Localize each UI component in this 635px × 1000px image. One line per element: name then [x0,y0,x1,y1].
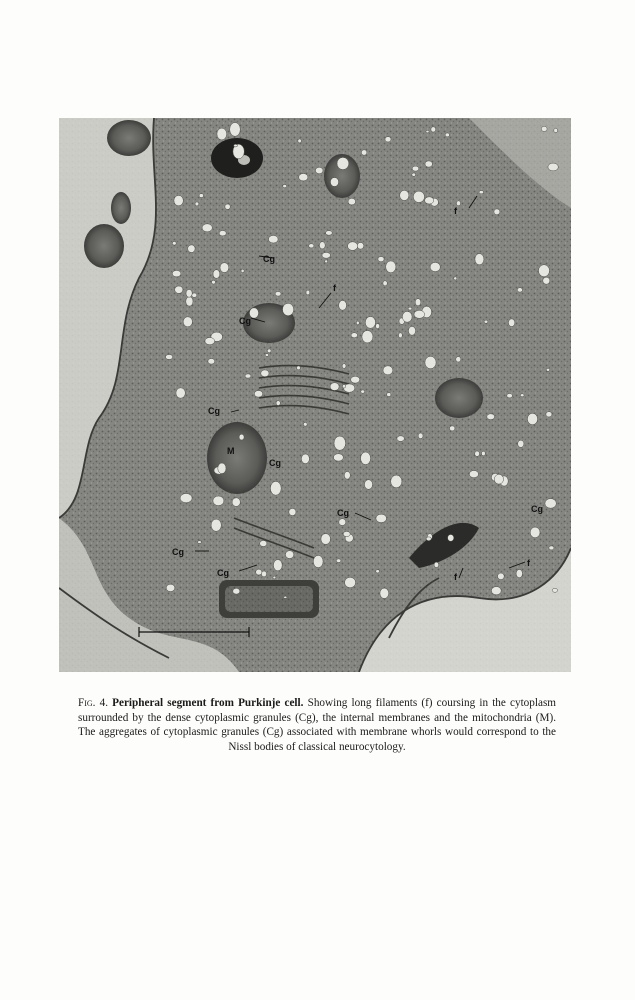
vesicle [180,494,192,503]
vesicle [434,562,439,567]
vesicle [261,571,266,577]
vesicle [516,570,522,578]
vesicle [261,370,269,377]
vesicle [199,194,203,198]
micrograph-svg [59,118,571,672]
vesicle [494,209,500,215]
label-cg: Cg [172,547,184,557]
label-f: f [527,558,530,568]
vesicle [527,413,537,424]
vesicle [378,257,384,262]
vesicle [284,596,287,598]
vesicle [456,357,461,362]
vesicle [166,584,175,591]
vesicle [426,130,429,133]
vesicle [319,242,325,249]
vesicle [491,587,501,595]
vesicle [412,166,419,171]
vesicle [362,331,373,343]
vesicle [357,243,364,250]
electron-micrograph [59,118,571,672]
label-cg: Cg [208,406,220,416]
vesicle [425,197,434,204]
vesicle [361,390,365,393]
vesicle [245,374,251,378]
vesicle [517,288,522,292]
vesicle [289,508,296,515]
vesicle [339,519,346,526]
vesicle [273,576,276,579]
vesicle [175,286,183,293]
vesicle [345,577,356,587]
vesicle [543,277,550,284]
vesicle [275,292,281,297]
vesicle [549,546,554,550]
vesicle [469,471,478,478]
vesicle [339,300,347,310]
vesicle [412,173,416,176]
vesicle [482,451,486,455]
vesicle [554,128,558,132]
vesicle [454,277,457,280]
vesicle [234,144,238,147]
vesicle [301,454,309,464]
vesicle [218,463,226,474]
vesicle [166,355,173,360]
vesicle [309,244,314,248]
vesicle [267,349,271,353]
vesicle [518,440,524,447]
vesicle [213,496,224,506]
figure-number: Fig. 4. [78,697,108,710]
vesicle [351,333,357,338]
vesicle [239,434,244,440]
mitochondrion [107,120,151,156]
figure-caption [78,696,556,754]
vesicle [380,588,389,598]
vesicle [188,245,195,253]
vesicle [383,281,387,286]
vesicle [408,307,412,310]
vesicle [334,454,344,461]
mitochondrion [111,192,131,224]
vesicle [552,588,557,592]
label-f: f [333,283,336,293]
vesicle [414,310,425,318]
vesicle [208,359,215,365]
vesicle [342,364,346,369]
vesicle [545,499,556,509]
vesicle [376,570,380,573]
vesicle [326,231,333,236]
vesicle [487,414,495,420]
vesicle [546,412,552,417]
vesicle [456,201,460,206]
vesicle [365,317,375,329]
vesicle [336,559,341,563]
vesicle [213,270,220,279]
vesicle [431,127,436,132]
mitochondrion [435,378,483,418]
vesicle [337,157,349,169]
vesicle [498,573,505,580]
vesicle [520,394,524,397]
vesicle [283,185,287,188]
vesicle [176,388,185,398]
vesicle [306,290,310,295]
vesicle [186,289,192,297]
vesicle [172,242,176,246]
vesicle [283,303,294,315]
vesicle [376,324,380,329]
vesicle [343,531,350,536]
vesicle [494,474,503,484]
vesicle [276,401,280,406]
vesicle [315,167,323,173]
vesicle [539,265,550,277]
vesicle [241,269,244,272]
vesicle [484,320,488,323]
vesicle [546,368,549,371]
vesicle [445,133,449,137]
vesicle [425,161,432,167]
vesicle [321,534,331,545]
vesicle [219,231,226,236]
vesicle [195,202,199,206]
vesicle [364,480,372,490]
vesicle [408,326,415,335]
vesicle [475,451,480,456]
vesicle [303,422,307,426]
vesicle [334,436,346,450]
label-cg: Cg [263,254,275,264]
vesicle [270,481,281,495]
vesicle [376,514,387,522]
vesicle [330,178,338,187]
vesicle [212,280,216,284]
vesicle [415,299,421,306]
vesicle [348,198,355,205]
vesicle [232,498,240,507]
vesicle [385,137,391,142]
vesicle [342,385,345,389]
vesicle [256,569,262,575]
vesicle [530,527,540,538]
vesicle [391,475,402,488]
vesicle [351,376,360,383]
vesicle [348,242,358,251]
mitochondrion [84,224,124,268]
vesicle [413,191,424,202]
label-cg: Cg [337,508,349,518]
label-f: f [454,206,457,216]
vesicle [205,338,215,345]
vesicle [174,195,183,205]
vesicle [356,321,359,325]
vesicle [400,190,409,200]
vesicle [299,174,308,181]
label-cg: Cg [531,504,543,514]
vesicle [383,366,393,375]
vesicle [425,356,436,368]
vesicle [183,317,192,327]
vesicle [448,535,454,542]
vesicle [285,551,293,559]
figure-caption-text: Showing long filaments (f) coursing in the cytoplasm surrounded by the dense cytoplasmic granules (Cg), the internal membranes and the mitochondria (M). The aggregates of cytoplasmic granules (Cg) associated with membrane whorls would correspond to the Nissl bodies of classical neurocytology. [78,697,556,753]
label-cg: Cg [269,458,281,468]
label-m: M [227,446,235,456]
vesicle [217,128,227,140]
vesicle [297,366,301,370]
vesicle [450,426,455,431]
vesicle [399,333,403,338]
vesicle [479,191,483,194]
vesicle [233,588,240,594]
vesicle [313,555,323,567]
vesicle [361,150,367,155]
vesicle [507,394,513,398]
vesicle [325,260,328,263]
vesicle [418,433,423,439]
label-cg: Cg [217,568,229,578]
vesicle [386,261,396,273]
vesicle [548,163,558,171]
vesicle [322,252,330,258]
vesicle [202,224,212,232]
vesicle [211,519,221,531]
vesicle [273,560,282,571]
figure-title: Peripheral segment from Purkinje cell. [112,697,304,710]
vesicle [475,254,484,265]
vesicle [220,263,229,273]
mitochondrion [207,422,267,494]
vesicle [172,270,181,276]
vesicle [402,311,412,322]
vesicle [344,472,350,480]
vesicle [186,297,193,306]
vesicle [541,126,547,131]
label-cg: Cg [239,316,251,326]
vesicle [430,262,440,271]
vesicle [230,123,241,137]
vesicle [387,393,391,397]
vesicle [254,391,262,398]
vesicle [426,537,431,541]
vesicle [225,204,230,209]
vesicle [508,319,514,327]
vesicle [192,293,197,297]
vesicle [260,541,267,547]
vesicle [265,354,269,357]
vesicle [298,139,302,143]
label-f: f [454,572,457,582]
vesicle [361,452,371,465]
vesicle [198,541,202,544]
vesicle [397,436,404,442]
vesicle [330,383,339,391]
vesicle [269,235,279,243]
